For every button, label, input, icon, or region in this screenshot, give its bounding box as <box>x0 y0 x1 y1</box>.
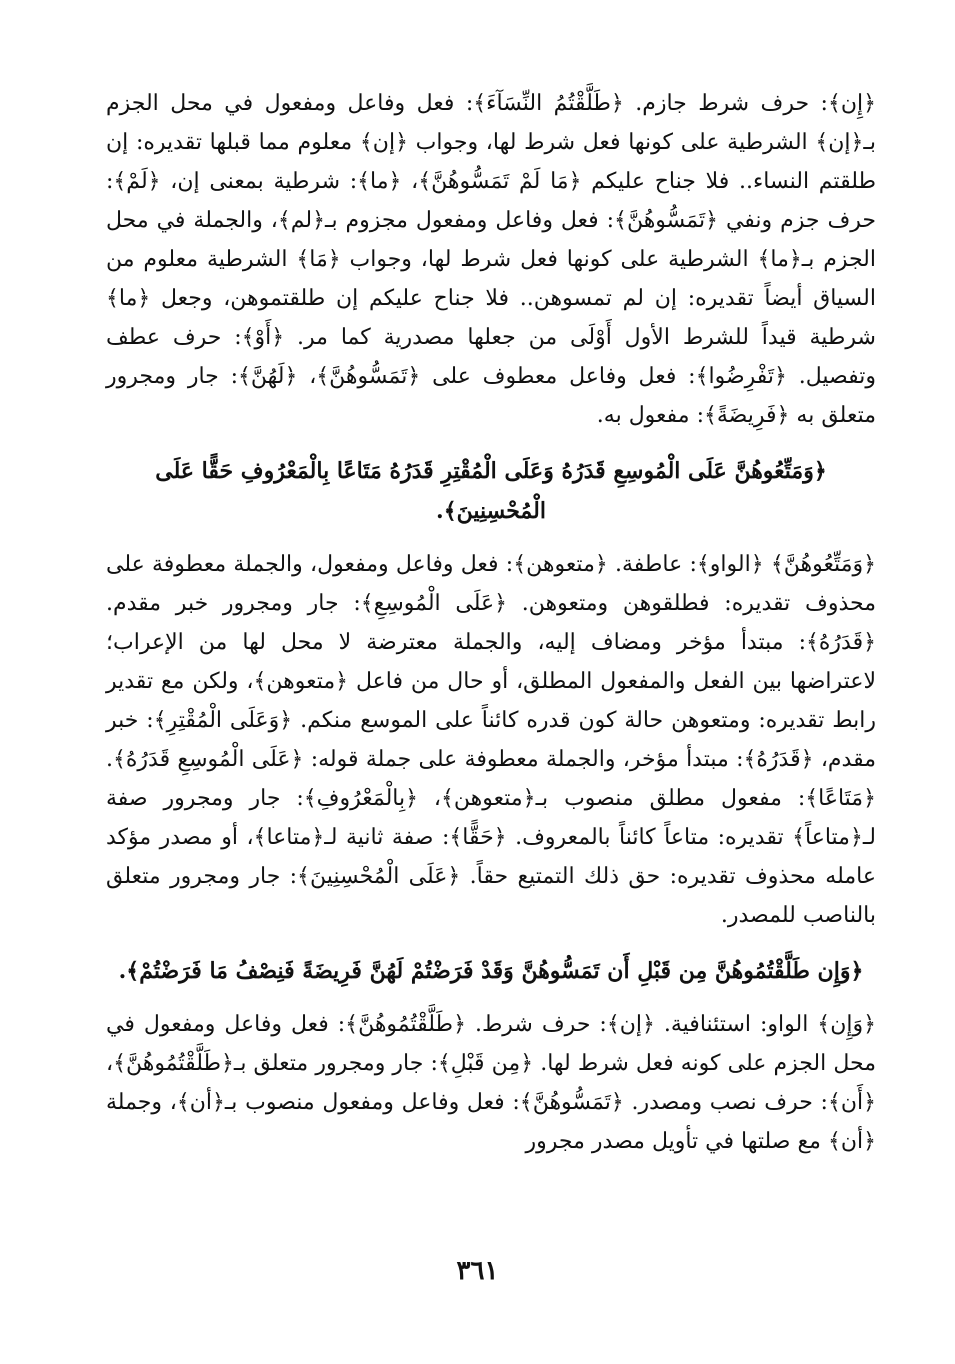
quran-verse-1: ﴿وَمَتِّعُوهُنَّ عَلَى الْمُوسِعِ قَدَرُهُ وَعَلَى الْمُقْتِرِ قَدَرُهُ مَتَاعًا بِالْمَعْرُوفِ حَقًّا عَلَى الْمُحْسِنِينَ﴾. <box>155 458 827 524</box>
quran-verse-2: ﴿وَإِن طَلَّقْتُمُوهُنَّ مِن قَبْلِ أَن تَمَسُّوهُنَّ وَقَدْ فَرَضْتُمْ لَهُنَّ فَرِيضَةً فَنِصْفُ مَا فَرَضْتُمْ﴾. <box>118 958 864 984</box>
paragraph-3: ﴿وَإِن﴾ الواو: استئنافية. ﴿إن﴾: حرف شرط. ﴿طَلَّقْتُمُوهُنَّ﴾: فعل وفاعل ومفعول في محل الجزم على كونه فعل شرط لها. ﴿مِن قَبْلِ﴾: جار ومجرور متعلق بـ﴿طَلَّقْتُمُوهُنَّ﴾، ﴿أَن﴾: حرف نصب ومصدر. ﴿تَمَسُّوهُنَّ﴾: فعل وفاعل ومفعول منصوب بـ﴿أن﴾، وجملة ﴿أن﴾ مع صلتها في تأويل مصدر مجرور <box>106 1012 876 1154</box>
page-number: ٣٦١ <box>456 1256 499 1286</box>
paragraph-2: ﴿وَمَتِّعُوهُنَّ﴾ ﴿الواو﴾: عاطفة. ﴿متعوهن﴾: فعل وفاعل ومفعول، والجملة معطوفة على محذوف تقديره: فطلقوهن ومتعوهن. ﴿عَلَى الْمُوسِعِ﴾: جار ومجرور خبر مقدم. ﴿قَدَرُهُ﴾: مبتدأ مؤخر ومضاف إليه، والجملة معترضة لا محل لها من الإعراب؛ لاعتراضها بين الفعل والمفعول المطلق، أو حال من فاعل ﴿متعوهن﴾، ولكن مع تقدير رابط تقديره: ومتعوهن حالة كون قدره كائناً على الموسع منكم. ﴿وَعَلَى الْمُقْتِرِ﴾: خبر مقدم، ﴿قَدَرُهُ﴾: مبتدأ مؤخر، والجملة معطوفة على جملة قوله: ﴿عَلَى الْمُوسِعِ قَدَرُهُ﴾. ﴿مَتَاعًا﴾: مفعول مطلق منصوب بـ﴿متعوهن﴾، ﴿بِالْمَعْرُوفِ﴾: جار ومجرور صفة لـ﴿متاعاً﴾ تقديره: متاعاً كائناً بالمعروف. ﴿حَقًّا﴾: صفة ثانية لـ﴿متاعا﴾، أو مصدر مؤكد عامله محذوف تقديره: حق ذلك التمتيع حقاً. ﴿عَلَى الْمُحْسِنِينَ﴾: جار ومجرور متعلق بالناصب للمصدر. <box>106 552 876 928</box>
paragraph-1: ﴿إِن﴾: حرف شرط جازم. ﴿طَلَّقْتُمُ النِّسَآءَ﴾: فعل وفاعل ومفعول في محل الجزم بـ﴿إن﴾ الشرطية على كونها فعل شرط لها، وجواب ﴿إن﴾ معلوم مما قبلها تقديره: إن طلقتم النساء.. فلا جناح عليكم ﴿مَا لَمْ تَمَسُّوهُنَّ﴾، ﴿ما﴾: شرطية بمعنى إن، ﴿لَمْ﴾: حرف جزم ونفي ﴿تَمَسُّوهُنَّ﴾: فعل وفاعل ومفعول مجزوم بـ﴿لم﴾، والجملة في محل الجزم بـ﴿ما﴾ الشرطية على كونها فعل شرط لها، وجواب ﴿مَا﴾ الشرطية معلوم من السياق أيضاً تقديره: إن لم تمسوهن.. فلا جناح عليكم إن طلقتموهن، وجعل ﴿ما﴾ شرطية قيداً للشرط الأول أَوْلَى من جعلها مصدرية كما مر. ﴿أَوْ﴾: حرف عطف وتفصيل. ﴿تَفْرِضُوا﴾: فعل وفاعل معطوف على ﴿تَمَسُّوهُنَّ﴾، ﴿لَهُنَّ﴾: جار ومجرور متعلق به ﴿فَرِيضَةً﴾: مفعول به. <box>106 91 876 428</box>
page-body <box>106 84 876 1161</box>
